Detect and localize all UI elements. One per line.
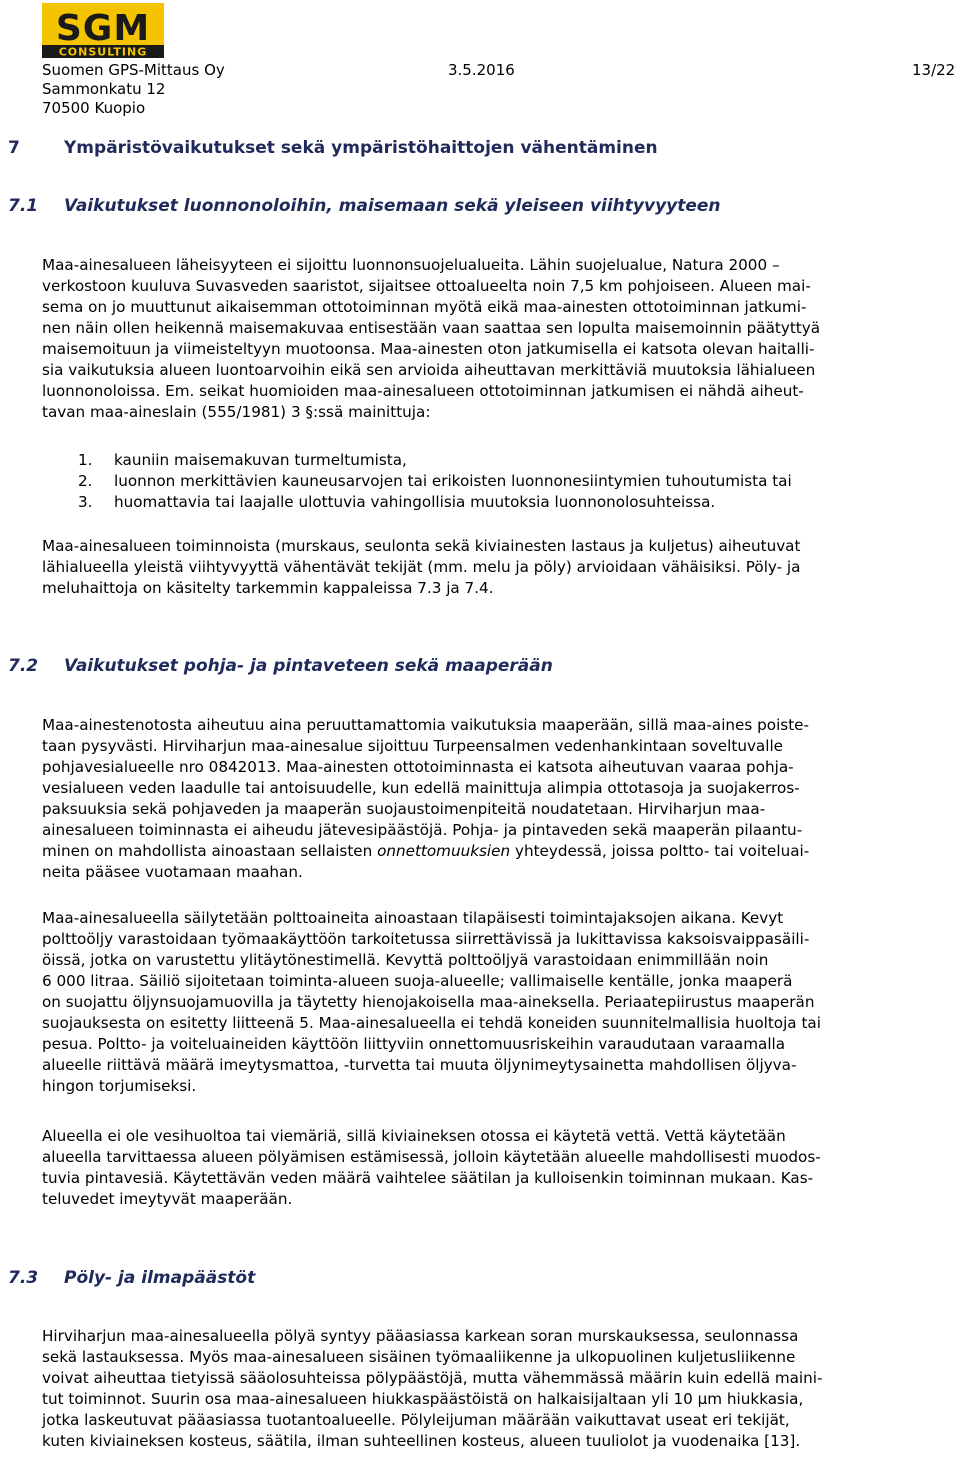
criteria-list xyxy=(78,450,958,513)
text-line: Hirviharjun maa-ainesalueella pölyä syntyy pääasiassa karkean soran murskauksessa, seulonnassa xyxy=(42,1327,799,1345)
text-line: tuvia pintavesiä. Käytettävän veden määrä vaihtelee säätilan ja kulloisenkin toiminnan mukaan. Kas- xyxy=(42,1169,814,1187)
text-line: alueella tarvittaessa alueen pölyämisen estämisessä, jolloin käytetään alueelle mahdollisesti muodos- xyxy=(42,1148,821,1166)
text-line: hingon torjumiseksi. xyxy=(42,1077,197,1095)
list-item: 3. huomattavia tai laajalle ulottuvia vahingollisia muutoksia luonnonolosuhteissa. xyxy=(78,493,716,511)
text-line: sia vaikutuksia alueen luontoarvoihin eikä sen arvioida aiheuttavan merkittäviä muutoksia lähialueen xyxy=(42,361,816,379)
text-line: Maa-ainesalueella säilytetään polttoaineita ainoastaan tilapäisesti toimintajaksojen aikana. Kevyt xyxy=(42,909,784,927)
section-number: 7.3 xyxy=(8,1268,39,1288)
logo-text: SGM xyxy=(55,8,151,49)
text-line: lähialueella yleistä viihtyvyyttä vähentävät tekijät (mm. melu ja pöly) arvioidaan vähäisiksi. Pöly- ja xyxy=(42,558,801,576)
text-line: suojauksesta on esitetty liitteenä 5. Maa-ainesalueella ei tehdä koneiden suunnitelmallisia huoltoja tai xyxy=(42,1014,821,1032)
text-line: sekä lastauksessa. Myös maa-ainesalueen sisäinen työmaaliikenne ja ulkopuolinen kuljetusliikenne xyxy=(42,1348,796,1366)
text-line: pohjavesialueelle nro 0842013. Maa-ainesten ottotoiminnasta ei katsota aiheutuvan vaaraa pohja- xyxy=(42,758,794,776)
text-line: polttoöljy varastoidaan työmaakäyttöön tarkoitetussa siirrettävissä ja lukittavissa kaksoisvaippasäili- xyxy=(42,930,810,948)
s71-paragraph-1 xyxy=(42,255,960,423)
text-line: Maa-ainesalueen toiminnoista (murskaus, seulonta sekä kiviainesten lastaus ja kuljetus) aiheutuvat xyxy=(42,537,801,555)
section-title: Pöly- ja ilmapäästöt xyxy=(64,1268,256,1288)
text-line: neita pääsee vuotamaan maahan. xyxy=(42,863,303,881)
s72-paragraph-1 xyxy=(42,715,960,883)
text-line: jotka laskeutuvat pääasiassa tuotantoalueelle. Pölyleijuman määrään vaikuttavat useat eri tekijät, xyxy=(42,1411,790,1429)
text-line: tavan maa-aineslain (555/1981) 3 §:ssä mainittuja: xyxy=(42,403,431,421)
text-line: kuten kiviaineksen kosteus, säätila, ilman suhteellinen kosteus, alueen tuuliolot ja vuodenaika [13]. xyxy=(42,1432,801,1450)
text-line: vesialueen veden laadulle tai antoisuudelle, kun edellä mainittuja alimpia ottotasoja ja suojakerros- xyxy=(42,779,800,797)
text-line: alueelle riittävä määrä imeytysmattoa, -turvetta tai muuta öljynimeytysainetta mahdollisen öljyva- xyxy=(42,1056,797,1074)
city-address: 70500 Kuopio xyxy=(42,99,146,117)
text-line: luonnonoloissa. Em. seikat huomioiden maa-ainesalueen ottotoiminnan jatkumisen ei nähdä aiheut- xyxy=(42,382,804,400)
text-line: voivat aiheuttaa tietyissä sääolosuhteissa pölypäästöjä, mutta vähemmässä määrin kuin edellä maini- xyxy=(42,1369,823,1387)
section-7-heading xyxy=(8,138,658,158)
section-title: Vaikutukset luonnonoloihin, maisemaan sekä yleiseen viihtyvyyteen xyxy=(64,196,721,216)
s72-paragraph-2 xyxy=(42,908,960,1097)
text-line: on suojattu öljynsuojamuovilla ja täytetty hienojakoisella maa-aineksella. Periaatepiirustus maaperän xyxy=(42,993,815,1011)
text-line: Maa-ainesalueen läheisyyteen ei sijoittu luonnonsuojelualueita. Lähin suojelualue, Natura 2000 – xyxy=(42,256,780,274)
text-line: meluhaittoja on käsitelty tarkemmin kappaleissa 7.3 ja 7.4. xyxy=(42,579,494,597)
text-line: ainesalueen toiminnasta ei aiheudu jätevesipäästöjä. Pohja- ja pintaveden sekä maaperän pilaantu- xyxy=(42,821,803,839)
section-title: Ympäristövaikutukset sekä ympäristöhaittojen vähentäminen xyxy=(64,138,658,158)
list-item: 2. luonnon merkittävien kauneusarvojen tai erikoisten luonnonesiintymien tuhoutumista tai xyxy=(78,472,792,490)
text-line: pesua. Poltto- ja voiteluaineiden käyttöön liittyviin onnettomuusriskeihin varaudutaan varaamalla xyxy=(42,1035,786,1053)
section-title: Vaikutukset pohja- ja pintaveteen sekä maaperään xyxy=(64,656,553,676)
text-line: Alueella ei ole vesihuoltoa tai viemäriä, sillä kiviaineksen otossa ei käytetä vettä. Vettä käytetään xyxy=(42,1127,786,1145)
list-item: 1. kauniin maisemakuvan turmeltumista, xyxy=(78,451,407,469)
company-name: Suomen GPS-Mittaus Oy xyxy=(42,61,225,79)
s72-paragraph-3 xyxy=(42,1126,960,1210)
text-line: sema on jo muuttunut aikaisemman ottotoiminnan myötä eikä maa-ainesten ottotoiminnan jatkumi- xyxy=(42,298,807,316)
s71-paragraph-2 xyxy=(42,536,960,599)
section-7-2-heading xyxy=(8,656,553,676)
text-line: nen näin ollen heikennä maisemakuvaa entisestään vaan saattaa sen lopulta maisemoinnin päätyttyä xyxy=(42,319,821,337)
sgm-consulting-logo xyxy=(42,3,164,58)
text-line: öissä, jotka on varustettu ylitäytönestimellä. Kevyttä polttoöljyä varastoidaan enimmillään noin xyxy=(42,951,769,969)
logo-subtext: CONSULTING xyxy=(58,45,148,58)
street-address: Sammonkatu 12 xyxy=(42,80,166,98)
section-7-3-heading xyxy=(8,1268,255,1288)
text-line: minen on mahdollista ainoastaan sellaisten onnettomuuksien yhteydessä, joissa poltto- tai voiteluai- xyxy=(42,842,810,860)
page-number: 13/22 xyxy=(912,61,956,79)
text-line: maisemoituun ja viimeisteltyyn muotoonsa. Maa-ainesten oton jatkumisella ei katsota olevan haitalli- xyxy=(42,340,815,358)
section-number: 7 xyxy=(8,138,20,158)
text-line: verkostoon kuuluva Suvasveden saaristot, sijaitsee ottoalueelta noin 7,5 km pohjoiseen. Alueen mai- xyxy=(42,277,811,295)
s73-paragraph-1 xyxy=(42,1326,960,1452)
text-line: tut toiminnot. Suurin osa maa-ainesalueen hiukkaspäästöistä on halkaisijaltaan yli 10 µm hiukkasia, xyxy=(42,1390,804,1408)
text-line: 6 000 litraa. Säiliö sijoitetaan toiminta-alueen suoja-alueelle; vallimaiselle kentälle, jonka maaperä xyxy=(42,972,793,990)
section-7-1-heading xyxy=(8,196,721,216)
section-number: 7.1 xyxy=(8,196,39,216)
text-line: Maa-ainestenotosta aiheutuu aina peruuttamattomia vaikutuksia maaperään, sillä maa-aines poiste- xyxy=(42,716,809,734)
section-number: 7.2 xyxy=(8,656,39,676)
text-line: teluvedet imeytyvät maaperään. xyxy=(42,1190,293,1208)
text-line: taan pysyvästi. Hirviharjun maa-ainesalue sijoittuu Turpeensalmen vedenhankintaan soveltuvalle xyxy=(42,737,784,755)
document-date: 3.5.2016 xyxy=(448,61,515,79)
text-line: paksuuksia sekä pohjaveden ja maaperän suojaustoimenpiteitä noudatetaan. Hirviharjun maa- xyxy=(42,800,766,818)
